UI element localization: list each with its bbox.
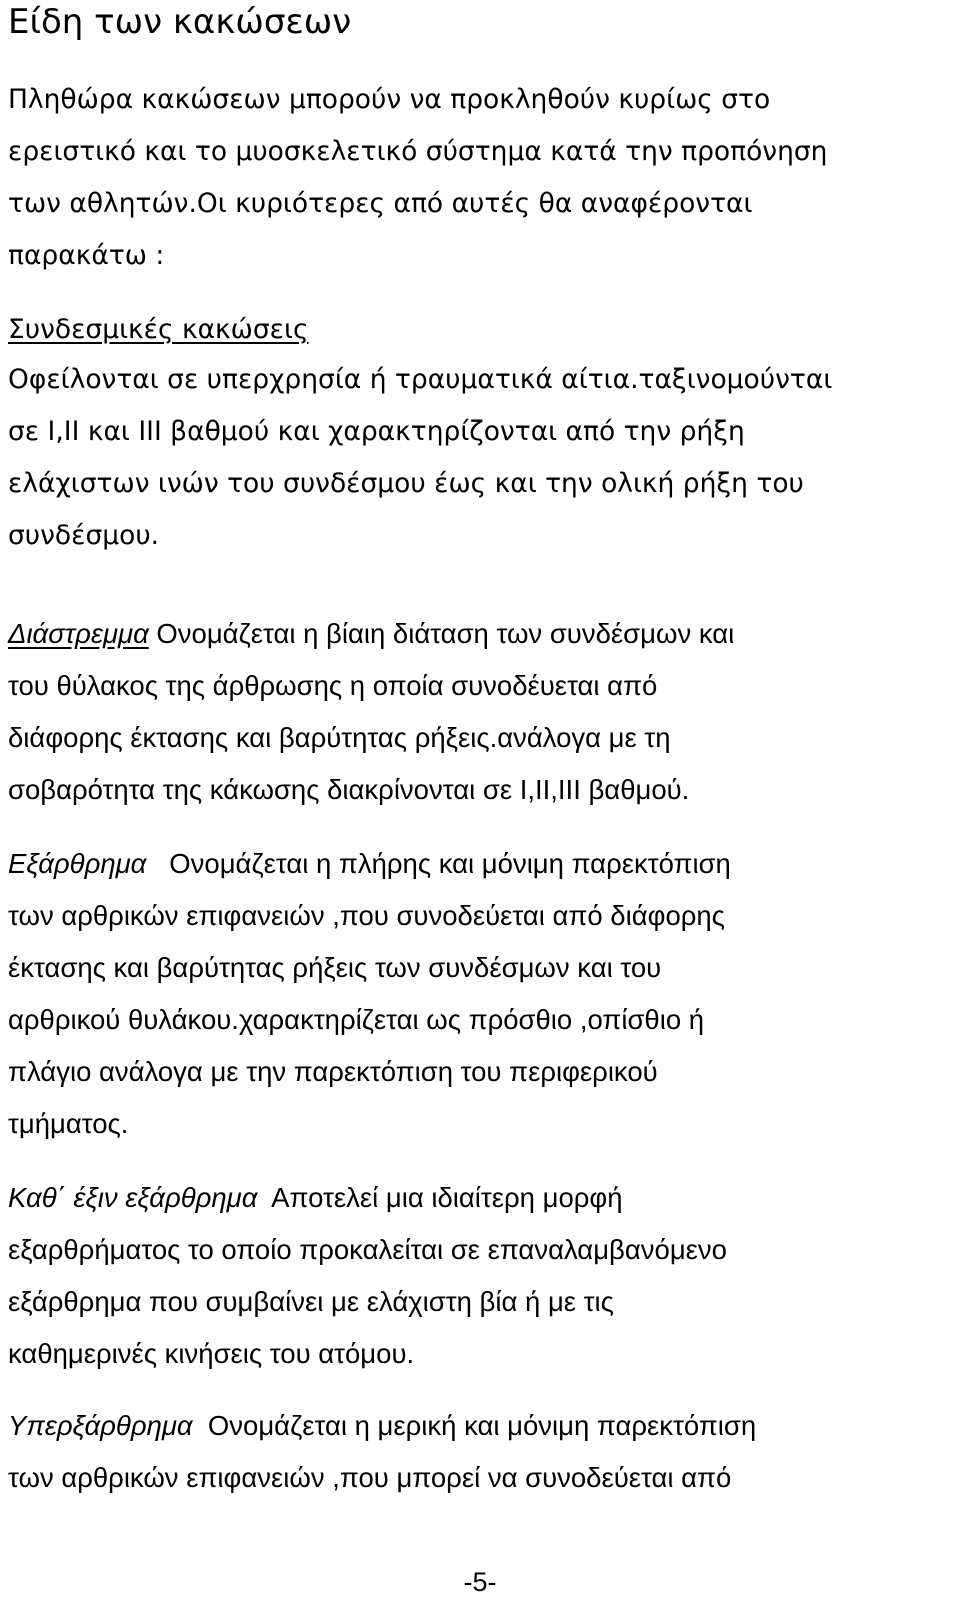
ligament-line: σε Ι,ΙΙ και ΙΙΙ βαθμού και χαρακτηρίζονται από την ρήξη — [8, 416, 745, 447]
dislocation-line: Ονομάζεται η πλήρης και μόνιμη παρεκτόπιση — [146, 848, 731, 879]
recurrent-dislocation-paragraph — [8, 1172, 953, 1380]
intro-line: των αθλητών.Οι κυριότερες από αυτές θα αναφέρονται — [8, 188, 753, 219]
subluxation-paragraph — [8, 1400, 953, 1504]
dislocation-line: αρθρικού θυλάκου.χαρακτηρίζεται ως πρόσθιο ,οπίσθιο ή — [8, 1004, 705, 1035]
dislocation-line: των αρθρικών επιφανειών ,που συνοδεύεται από διάφορης — [8, 900, 725, 931]
intro-line: ερειστικό και το μυοσκελετικό σύστημα κατά την προπόνηση — [8, 136, 828, 167]
intro-paragraph — [8, 74, 953, 282]
subluxation-line: Ονομάζεται η μερική και μόνιμη παρεκτόπιση — [192, 1410, 757, 1441]
dislocation-paragraph — [8, 838, 953, 1150]
dislocation-line: πλάγιο ανάλογα με την παρεκτόπιση του περιφερικού — [8, 1056, 658, 1087]
sprain-term: Διάστρεμμα — [8, 618, 149, 649]
dislocation-line: έκτασης και βαρύτητας ρήξεις των συνδέσμων και του — [8, 952, 662, 983]
recurrent-line: καθημερινές κινήσεις του ατόμου. — [8, 1338, 415, 1369]
recurrent-line: Αποτελεί μια ιδιαίτερη μορφή — [257, 1182, 623, 1213]
recurrent-term: Καθ΄ έξιν εξάρθρημα — [8, 1182, 258, 1213]
sprain-paragraph — [8, 608, 953, 816]
dislocation-line: τμήματος. — [8, 1108, 129, 1139]
sprain-line: διάφορης έκτασης και βαρύτητας ρήξεις.ανάλογα με τη — [8, 722, 671, 753]
subluxation-term: Υπερξάρθρημα — [8, 1410, 193, 1441]
recurrent-line: εξάρθρημα που συμβαίνει με ελάχιστη βία ή με τις — [8, 1286, 614, 1317]
ligament-line: ελάχιστων ινών του συνδέσμου έως και την ολική ρήξη του — [8, 468, 804, 499]
section-heading: Συνδεσμικές κακώσεις — [8, 314, 309, 345]
subluxation-line: των αρθρικών επιφανειών ,που μπορεί να συνοδεύεται από — [8, 1462, 732, 1493]
ligament-line: Οφείλονται σε υπερχρησία ή τραυματικά αίτια.ταξινομούνται — [8, 364, 833, 395]
recurrent-line: εξαρθρήματος το οποίο προκαλείται σε επαναλαμβανόμενο — [8, 1234, 727, 1265]
section-heading-block — [8, 304, 953, 356]
page-title: Είδη των κακώσεων — [8, 2, 352, 42]
ligament-paragraph — [8, 354, 953, 562]
page-number: -5- — [463, 1567, 497, 1597]
dislocation-term: Εξάρθρημα — [8, 848, 147, 879]
ligament-line: συνδέσμου. — [8, 520, 160, 551]
intro-line: Πληθώρα κακώσεων μπορούν να προκληθούν κυρίως στο — [8, 84, 771, 115]
sprain-line: Ονομάζεται η βίαιη διάταση των συνδέσμων και — [148, 618, 735, 649]
intro-line: παρακάτω : — [8, 240, 165, 271]
sprain-line: σοβαρότητα της κάκωσης διακρίνονται σε Ι,ΙΙ,ΙΙΙ βαθμού. — [8, 774, 690, 805]
sprain-line: του θύλακος της άρθρωσης η οποία συνοδέυεται από — [8, 670, 658, 701]
